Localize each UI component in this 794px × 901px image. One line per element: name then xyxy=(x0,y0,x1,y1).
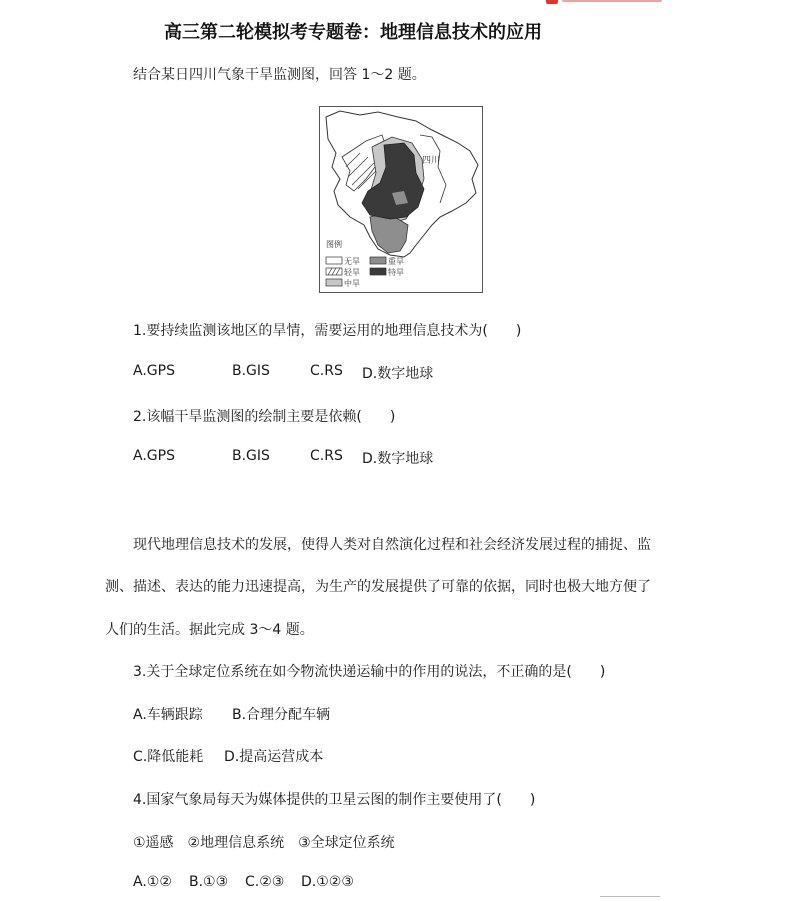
legend-label-none: 无旱 xyxy=(344,257,360,266)
sichuan-drought-map xyxy=(320,107,482,292)
question-3-option-b: B.合理分配车辆 xyxy=(232,707,331,723)
question-2-option-d: D.数字地球 xyxy=(362,451,434,467)
question-4-option-b: B.①③ xyxy=(189,874,229,890)
page-title: 高三第二轮模拟考专题卷：地理信息技术的应用 xyxy=(164,22,542,43)
legend-label-extreme: 特旱 xyxy=(388,268,404,277)
question-1-option-d: D.数字地球 xyxy=(362,366,434,382)
question-2-option-a: A.GPS xyxy=(133,448,175,464)
publisher-logo xyxy=(546,0,666,6)
passage-line-2: 测、描述、表达的能力迅速提高，为生产的发展提供了可靠的依据，同时也极大地方便了 xyxy=(105,579,651,595)
question-4-items: ①遥感 ②地理信息系统 ③全球定位系统 xyxy=(133,835,395,851)
question-2-stem: 2.该幅干旱监测图的绘制主要是依赖( ) xyxy=(133,409,396,425)
question-4-option-d: D.①②③ xyxy=(301,874,354,890)
logo-wordmark xyxy=(562,0,662,2)
question-1-option-c: C.RS xyxy=(310,363,343,379)
legend-swatch-extreme xyxy=(370,268,386,275)
legend-swatch-none xyxy=(326,257,342,264)
drought-map-figure xyxy=(319,106,483,293)
legend-label-light: 轻旱 xyxy=(344,268,360,277)
legend-label-severe: 重旱 xyxy=(388,257,404,266)
logo-icon xyxy=(546,0,558,4)
question-3-option-d: D.提高运营成本 xyxy=(224,749,324,765)
legend-label-moderate: 中旱 xyxy=(344,279,360,288)
question-3-option-c: C.降低能耗 xyxy=(133,749,204,765)
legend-swatch-moderate xyxy=(326,279,342,286)
question-3-stem: 3.关于全球定位系统在如今物流快递运输中的作用的说法，不正确的是( ) xyxy=(133,664,606,680)
question-2-option-b: B.GIS xyxy=(232,448,270,464)
question-4-option-a: A.①② xyxy=(133,874,172,890)
legend-swatch-severe xyxy=(370,257,386,264)
question-1-stem: 1.要持续监测该地区的旱情，需要运用的地理信息技术为( ) xyxy=(133,323,522,339)
page-footer-tab xyxy=(600,896,660,901)
question-1-option-a: A.GPS xyxy=(133,363,175,379)
question-1-option-b: B.GIS xyxy=(232,363,270,379)
question-4-stem: 4.国家气象局每天为媒体提供的卫星云图的制作主要使用了( ) xyxy=(133,792,536,808)
question-2-option-c: C.RS xyxy=(310,448,343,464)
region-label: 四川 xyxy=(422,156,441,166)
legend-title: 图例 xyxy=(326,240,342,249)
question-4-option-c: C.②③ xyxy=(245,874,285,890)
passage-line-1: 现代地理信息技术的发展，使得人类对自然演化过程和社会经济发展过程的捕捉、监 xyxy=(133,537,651,553)
intro-q1-2: 结合某日四川气象干旱监测图，回答 1～2 题。 xyxy=(133,67,426,83)
question-3-option-a: A.车辆跟踪 xyxy=(133,707,203,723)
passage-line-3: 人们的生活。据此完成 3～4 题。 xyxy=(105,622,314,638)
